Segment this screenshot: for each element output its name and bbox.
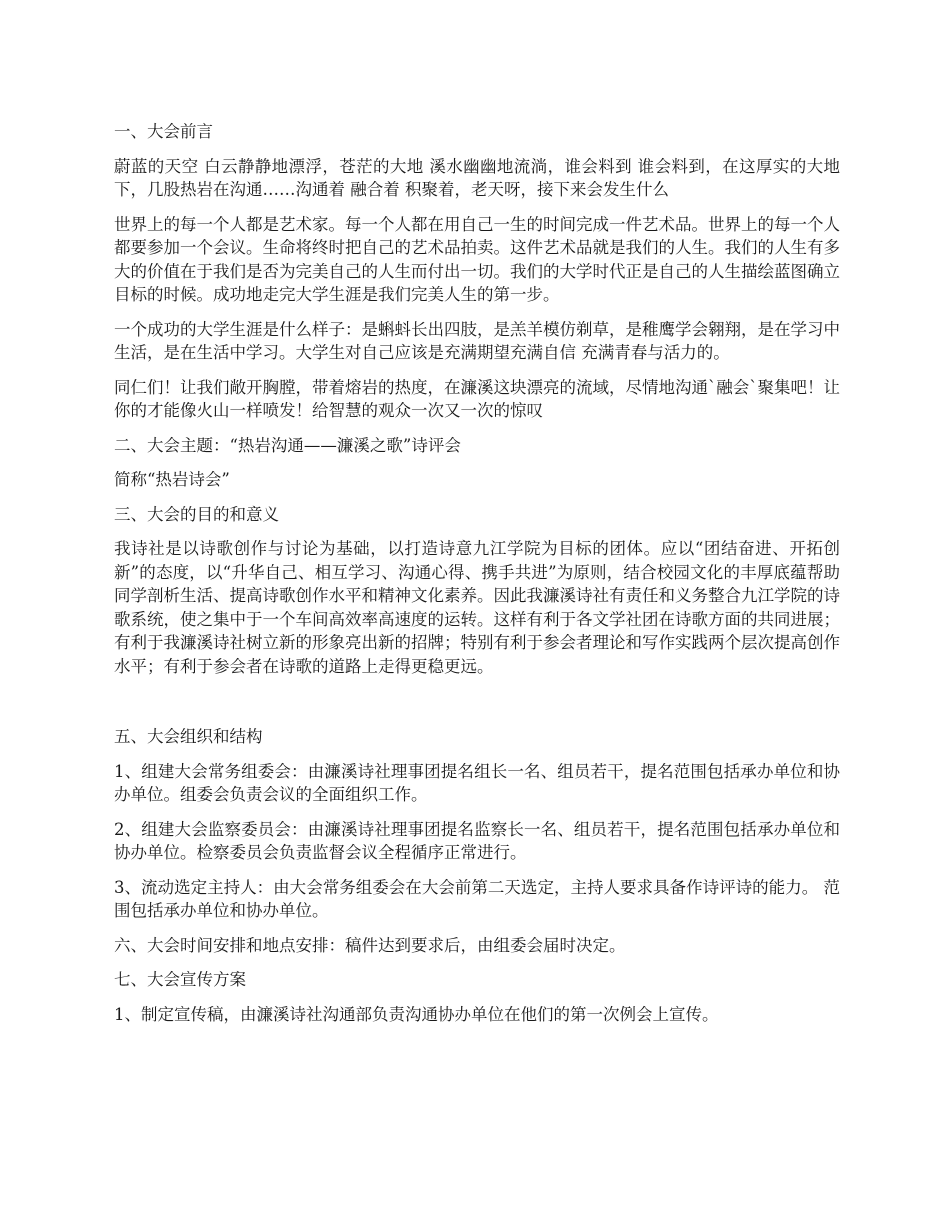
- document-body: [114, 120, 840, 1037]
- paragraph-org-2: 2、组建大会监察委员会：由濂溪诗社理事团提名监察长一名、组员若干，提名范围包括承办单位和协办单位。检察委员会负责监督会议全程循序正常进行。: [114, 819, 840, 862]
- paragraph-publicity-1: 1、制定宣传稿，由濂溪诗社沟通部负责沟通协办单位在他们的第一次例会上宣传。: [114, 1004, 719, 1024]
- paragraph-short-name: 简称“热岩诗会”: [114, 470, 230, 489]
- section-heading-intro: 一、大会前言: [114, 122, 213, 141]
- section-heading-theme: 二、大会主题：“热岩沟通——濂溪之歌”诗评会: [114, 435, 461, 455]
- paragraph-org-1: 1、组建大会常务组委会：由濂溪诗社理事团提名组长一名、组员若干，提名范围包括承办单位和协办单位。组委会负责会议的全面组织工作。: [114, 761, 840, 804]
- paragraph-intro-2: 世界上的每一个人都是艺术家。每一个人都在用自己一生的时间完成一件艺术品。世界上的每一个人都要参加一个会议。生命将终时把自己的艺术品拍卖。这件艺术品就是我们的人生。我们的人生有多大的价值在于我们是否为完美自己的人生而付出一切。我们的大学时代正是自己的人生描绘蓝图确立目标的时候。成功地走完大学生涯是我们完美人生的第一步。: [114, 214, 840, 304]
- section-heading-purpose: 三、大会的目的和意义: [114, 504, 279, 524]
- section-heading-schedule: 六、大会时间安排和地点安排：稿件达到要求后，由组委会届时决定。: [114, 935, 626, 955]
- paragraph-intro-1: 蔚蓝的天空 白云静静地漂浮，苍茫的大地 溪水幽幽地流淌，谁会料到 谁会料到，在这厚实的大地下，几股热岩在沟通……沟通着 融合着 积聚着，老天呀，接下来会发生什么: [114, 156, 840, 199]
- section-heading-publicity: 七、大会宣传方案: [114, 970, 246, 989]
- section-heading-organization: 五、大会组织和结构: [114, 727, 263, 746]
- paragraph-intro-4: 同仁们！让我们敞开胸膛，带着熔岩的热度，在濂溪这块漂亮的流域，尽情地沟通`融会`聚集吧！让你的才能像火山一样喷发！给智慧的观众一次又一次的惊叹: [114, 377, 840, 420]
- paragraph-org-3: 3、流动选定主持人：由大会常务组委会在大会前第二天选定，主持人要求具备作诗评诗的能力。 范围包括承办单位和协办单位。: [114, 877, 840, 920]
- paragraph-intro-3: 一个成功的大学生涯是什么样子：是蝌蚪长出四肢，是羔羊模仿剃草，是稚鹰学会翱翔，是在学习中生活，是在生活中学习。大学生对自己应该是充满期望充满自信 充满青春与活力的。: [114, 319, 840, 362]
- paragraph-purpose: 我诗社是以诗歌创作与讨论为基础，以打造诗意九江学院为目标的团体。应以“团结奋进、开拓创新”的态度，以“升华自己、相互学习、沟通心得、携手共进”为原则，结合校园文化的丰厚底蕴帮助同学剖析生活、提高诗歌创作水平和精神文化素养。因此我濂溪诗社有责任和义务整合九江学院的诗歌系统，使之集中于一个车间高效率高速度的运转。这样有利于各文学社团在诗歌方面的共同进展；有利于我濂溪诗社树立新的形象亮出新的招牌；特别有利于参会者理论和写作实践两个层次提高创作水平；有利于参会者在诗歌的道路上走得更稳更远。: [114, 539, 840, 676]
- blank-gap: [114, 689, 840, 725]
